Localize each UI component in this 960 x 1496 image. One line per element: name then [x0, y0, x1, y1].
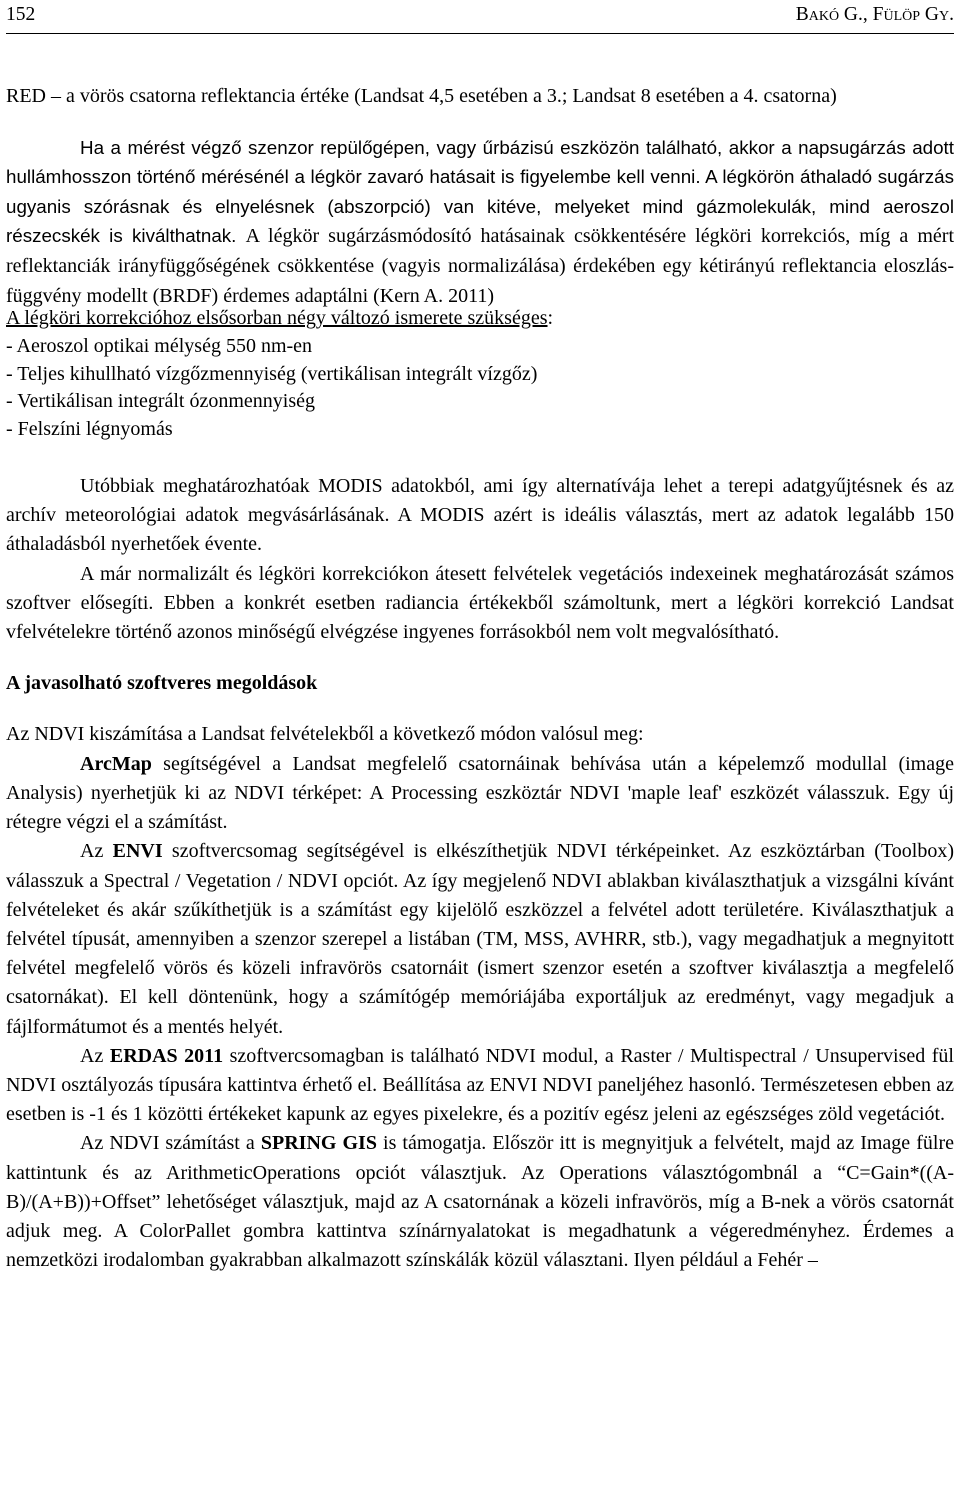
running-head-authors: Bakó G., Fülöp Gy.	[795, 4, 954, 25]
envi-text: szoftvercsomag segítségével is elkészíthetjük NDVI térképeinket. Az eszköztárban (Toolbox) válasszuk a Spectral / Vegetation / NDVI opciót. Az így megjelenő NDVI ablakban kiválaszthatjuk a vizsgálni kívánt felvételeket és akár szűkíthetjük is a számítást egy kijelölő eszközzel a felvétel adott területére. Kiválaszthatjuk a felvétel típusát, amennyiben a szenzor szerepel a listában (TM, MSS, AVHRR, stb.), vagy megadhatjuk a megnyitott felvétel megfelelő vörös és közeli infravörös csatornáit (ismert szenzor esetén a szoftver kiválasztja a megfelelő csatornákat). El kell döntenünk, hogy a számítógép memóriájába exportáljuk az eredményt, vagy megadjuk a fájlformátumot és a mentés helyét.	[6, 840, 954, 1038]
list-intro-text: A légköri korrekcióhoz elsősorban négy változó ismerete szükséges	[6, 307, 548, 330]
paragraph-brdf-text: A légkör sugárzásmódosító hatásainak csökkentésére légköri korrekciós, míg a mért reflektanciák irányfüggőségének csökkentése (vagyis normalizálása) érdekében egy kétirányú reflektancia eloszlás-függvény modellt (BRDF) érdemes adaptálni (Kern A. 2011)	[6, 224, 954, 308]
list-item: - Teljes kihullható vízgőzmennyiség (vertikálisan integrált vízgőz)	[6, 362, 538, 385]
spring-pre: Az NDVI számítást a	[80, 1132, 261, 1155]
document-body	[6, 82, 954, 1275]
paragraph-erdas	[6, 1042, 954, 1130]
paragraph-normalized: A már normalizált és légköri korrekciókon átesett felvételek vegetációs indexeinek meghatározását számos szoftver elősegíti. Ebben a konkrét esetben radiancia értékekből számoltunk, mert a légköri korrekció Landsat vfelvételekre történő azonos minőségű elvégzése ingyenes forrásokból nem volt megvalósítható.	[6, 562, 954, 644]
paragraph-envi	[6, 837, 954, 1041]
section-title	[6, 669, 954, 698]
paragraph-atmosphere-text: Ha a mérést végző szenzor repülőgépen, vagy űrbázisú eszközön található, akkor a napsugárzás adott hullámhosszon történő mérésénél a légkör zavaró hatásait is figyelembe kell venni. A légkörön áthaladó sugárzás ugyanis szórásnak és elnyelésnek (abszorpció) van kitéve, melyeket mind gázmolekulák, mind aeroszol részecskék is kiválthatnak.	[6, 137, 954, 246]
spring-name: SPRING GIS	[260, 1132, 377, 1155]
list-intro-colon: :	[547, 307, 554, 330]
list-intro	[6, 304, 954, 333]
spring-text: is támogatja. Először itt is megnyitjuk a felvételt, majd az Image fülre kattintunk és az ArithmeticOperations opciót választjuk. Az Operations választógombnál a “C=Gain*((A-B)/(A+B))+Offset” lehetőséget választjuk, majd az A csatornának a közeli infravörös, míg a B-nek a vörös csatornát adjuk meg. A ColorPallet gombra kattintva színárnyalatokat is megadhatunk a végeredményhez. Érdemes a nemzetközi irodalomban gyakrabban alkalmazott színskálák közül választani. Ilyen például a Fehér –	[6, 1132, 954, 1272]
arcmap-text: segítségével a Landsat megfelelő csatornáinak behívása után a képelemző modullal (image Analysis) nyerhetjük ki az NDVI térképet: A Processing eszköztár NDVI 'maple leaf' eszközét válasszuk. Egy új rétegre végzi el a számítást.	[6, 752, 954, 834]
erdas-name: ERDAS 2011	[109, 1044, 224, 1067]
envi-pre: Az	[80, 840, 113, 863]
list-item: - Felszíni légnyomás	[6, 417, 173, 440]
page-number: 152	[6, 4, 36, 25]
erdas-pre: Az	[80, 1044, 110, 1067]
erdas-text: szoftvercsomagban is található NDVI modul, a Raster / Multispectral / Unsupervised fül NDVI osztályozás típusára kattintva érhető el. Beállítása az ENVI NDVI paneljéhez hasonló. Természetesen ebben az esetben is -1 és 1 közötti értékeket kapunk az egyes pixelekre, és a pozitív egész jeleni az egészséges zöld vegetációt.	[6, 1044, 954, 1126]
list-item: - Aeroszol optikai mélység 550 nm-en	[6, 335, 313, 358]
paragraph-modis: Utóbbiak meghatározhatóak MODIS adatokból, ami így alternatívája lehet a terepi adatgyűjtésnek és az archív meteorológiai adatok megvásárlásának. A MODIS azért is ideális választás, mert az adatok legalább 150 áthaladásból nyerhetőek évente.	[6, 475, 954, 556]
paragraph-spring	[6, 1129, 954, 1275]
variable-list	[6, 333, 954, 443]
arcmap-name: ArcMap	[80, 752, 152, 775]
section-title-text: A javasolható szoftveres megoldások	[6, 672, 318, 695]
paragraph-arcmap	[6, 750, 954, 838]
red-definition: RED – a vörös csatorna reflektancia értéke (Landsat 4,5 esetében a 3.; Landsat 8 esetében a 4. csatorna)	[6, 85, 837, 107]
envi-name: ENVI	[112, 840, 163, 863]
paragraph-ndvi-intro: Az NDVI kiszámítása a Landsat felvételekből a következő módon valósul meg:	[6, 723, 644, 746]
list-item: - Vertikálisan integrált ózonmennyiség	[6, 390, 315, 413]
page-header	[6, 2, 954, 30]
header-rule	[6, 33, 954, 34]
